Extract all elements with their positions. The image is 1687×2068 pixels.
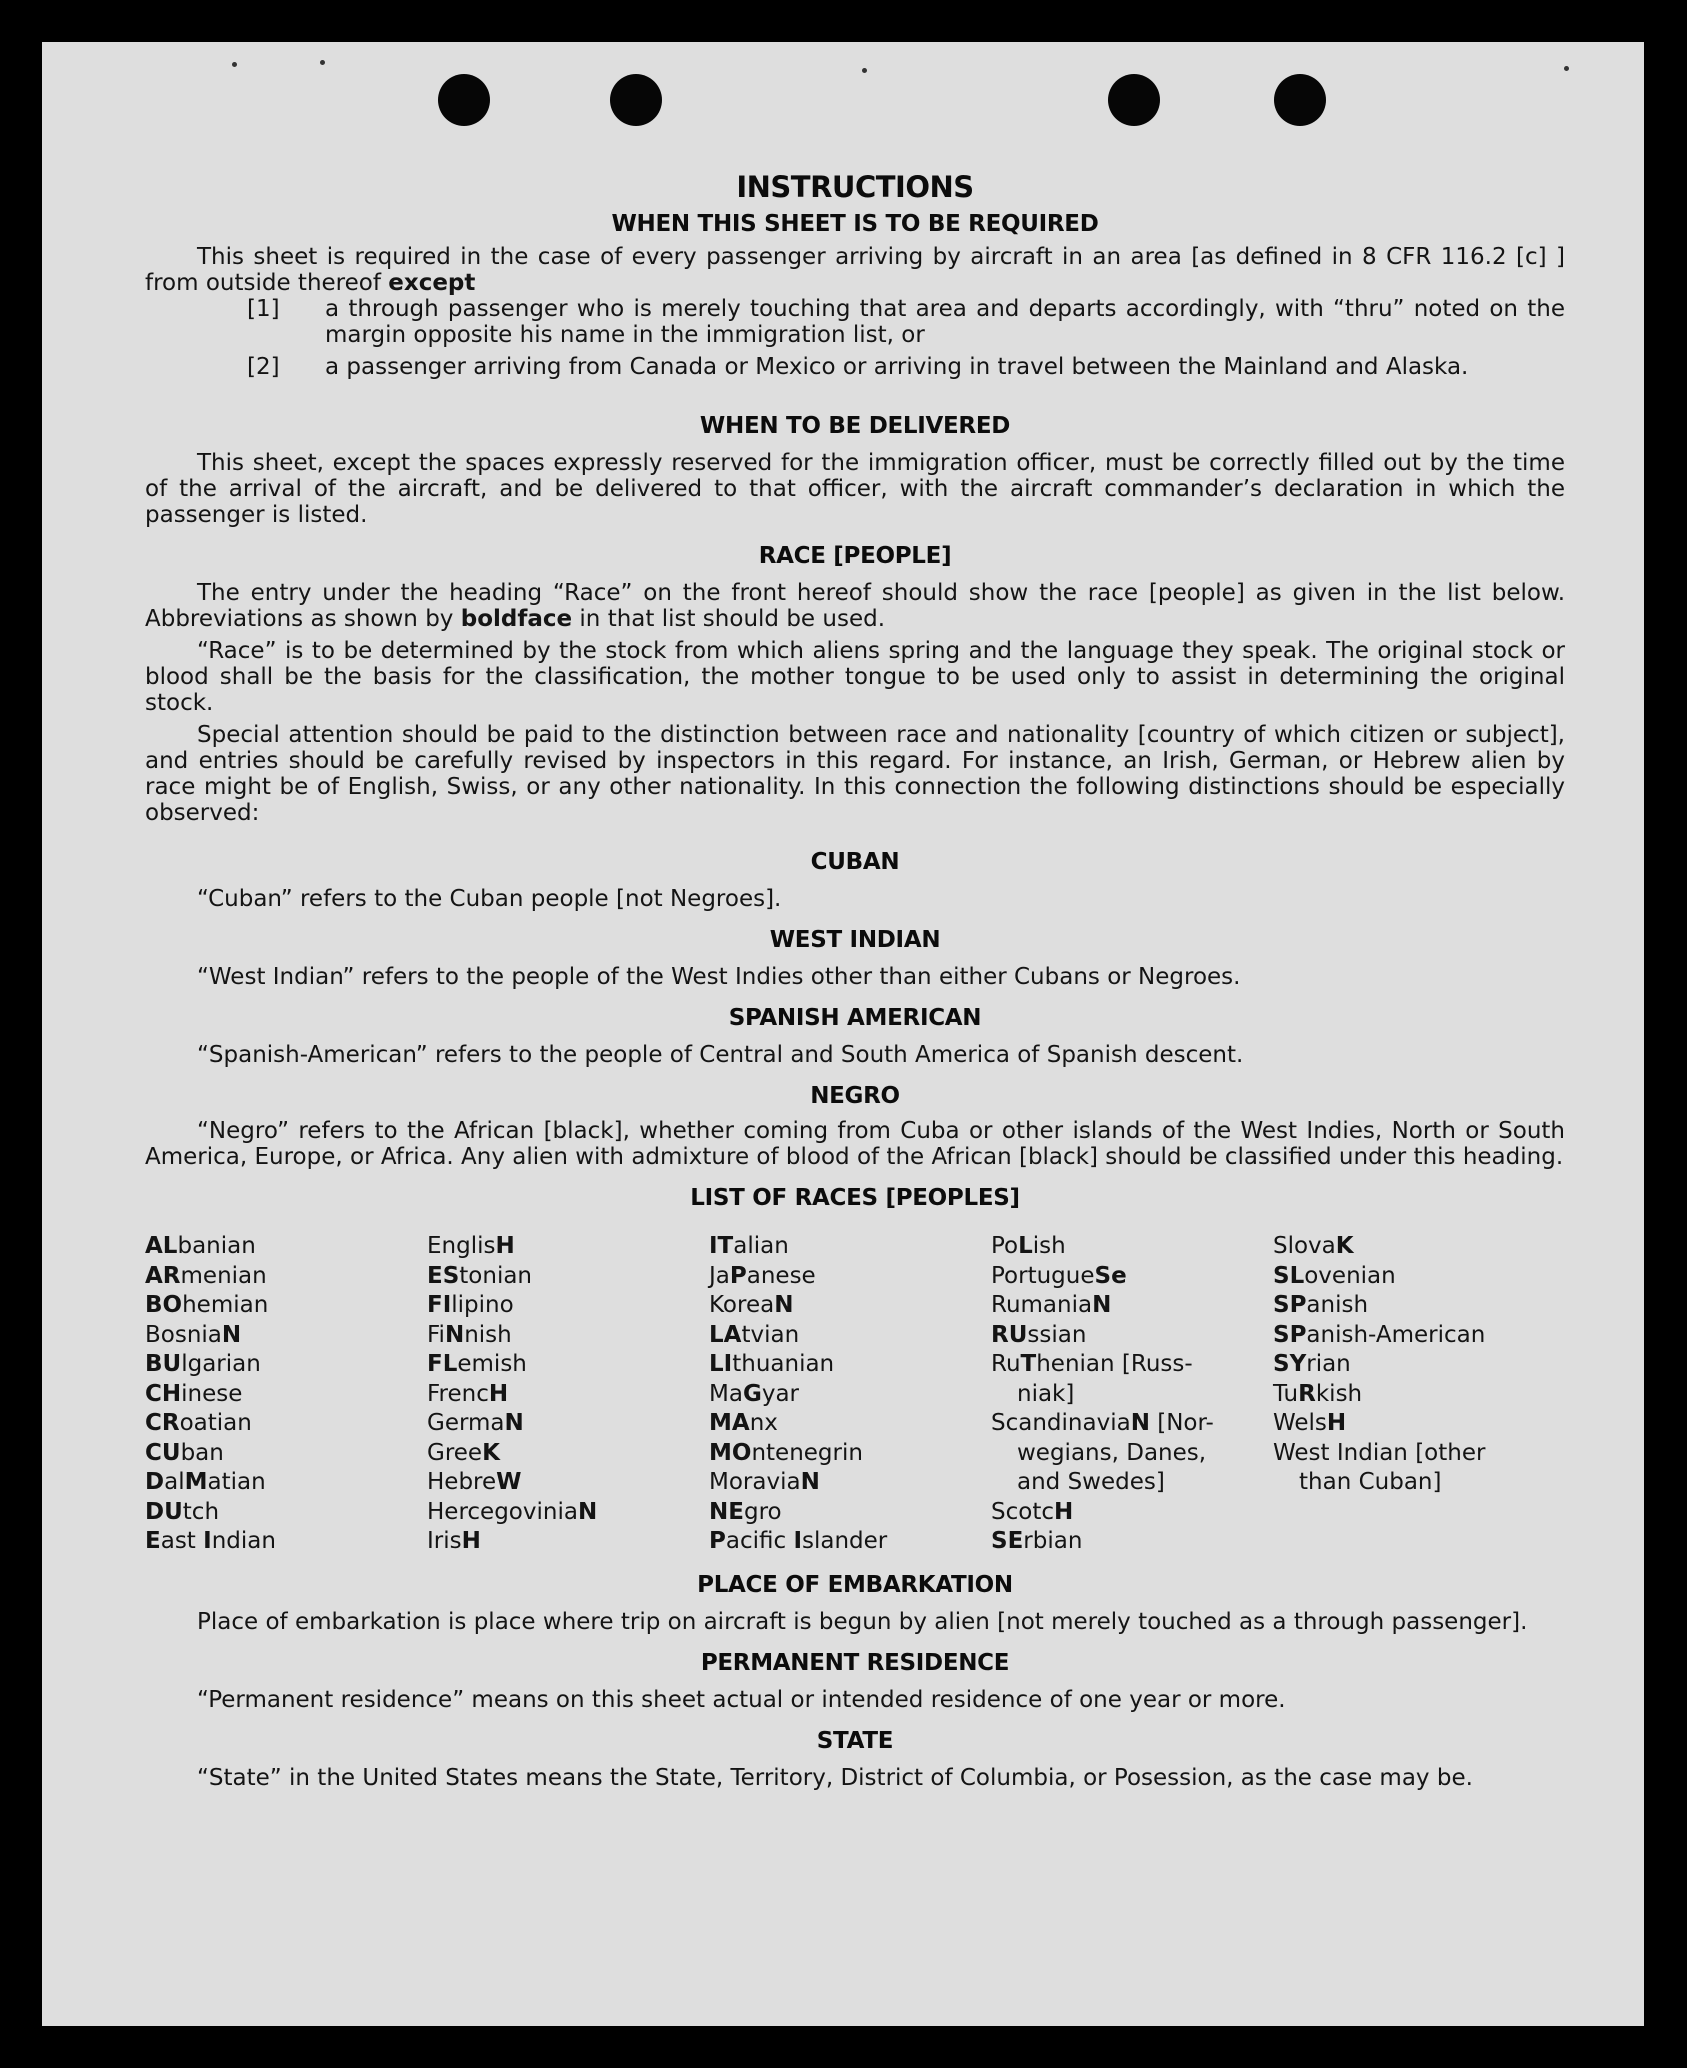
race-entry: PortugueSe bbox=[991, 1262, 1127, 1289]
race-entry: ScandinaviaN [Nor- bbox=[991, 1410, 1214, 1436]
punch-hole bbox=[610, 74, 662, 126]
section-heading-when-required: WHEN THIS SHEET IS TO BE REQUIRED bbox=[611, 211, 1099, 237]
race-entry: MaGyar bbox=[709, 1380, 800, 1407]
list-item-1: [1] a through passenger who is merely touching that area and departs accordingly, with “thru” noted on the margin opposite his name in the immigration list, or bbox=[247, 296, 1565, 348]
race-entry: WelsH bbox=[1273, 1410, 1347, 1436]
paper-speck bbox=[232, 62, 237, 67]
race-entry: SPanish bbox=[1273, 1292, 1369, 1318]
race-entry: RumaniaN bbox=[991, 1292, 1112, 1318]
race-entry: ARmenian bbox=[145, 1262, 267, 1289]
race-entry: CHinese bbox=[145, 1380, 243, 1407]
race-entry: SErbian bbox=[991, 1528, 1083, 1554]
race-entry: HebreW bbox=[427, 1469, 522, 1495]
race-entry: CUban bbox=[145, 1439, 224, 1466]
race-entry: niak] bbox=[1017, 1380, 1075, 1407]
race-entry: FiNnish bbox=[427, 1321, 512, 1348]
section-heading-race: RACE [PEOPLE] bbox=[758, 543, 952, 569]
race-entry: FrencH bbox=[427, 1380, 509, 1407]
section-heading-cuban: CUBAN bbox=[810, 849, 900, 875]
race-entry: DalMatian bbox=[145, 1469, 266, 1495]
page-title: INSTRUCTIONS bbox=[736, 170, 974, 204]
paper-speck bbox=[320, 60, 325, 65]
paragraph-spanish-american: “Spanish-American” refers to the people of Central and South America of Spanish descent. bbox=[197, 1042, 1244, 1068]
race-entry: MOntenegrin bbox=[709, 1439, 863, 1466]
paper-speck bbox=[1564, 66, 1569, 71]
race-column bbox=[709, 1232, 991, 1557]
race-entry: than Cuban] bbox=[1299, 1469, 1442, 1495]
paragraph-state: “State” in the United States means the State, Territory, District of Columbia, or Posession, as the case may be. bbox=[197, 1764, 1473, 1791]
section-heading-west-indian: WEST INDIAN bbox=[769, 927, 941, 953]
punch-hole bbox=[1274, 74, 1326, 126]
race-entry: ITalian bbox=[709, 1233, 789, 1259]
section-heading-negro: NEGRO bbox=[810, 1083, 900, 1109]
section-heading-embarkation: PLACE OF EMBARKATION bbox=[697, 1571, 1013, 1598]
race-entry: BOhemian bbox=[145, 1292, 269, 1318]
race-entry: MAnx bbox=[709, 1410, 778, 1436]
instruction-sheet bbox=[42, 42, 1644, 2026]
race-entry: SPanish-American bbox=[1273, 1321, 1486, 1348]
race-column bbox=[1273, 1232, 1555, 1557]
section-heading-permanent-residence: PERMANENT RESIDENCE bbox=[700, 1649, 1010, 1676]
race-entry: DUtch bbox=[145, 1498, 220, 1525]
race-column bbox=[991, 1232, 1273, 1557]
race-list bbox=[145, 1232, 1565, 1557]
race-entry: EnglisH bbox=[427, 1233, 515, 1259]
race-entry: PoLish bbox=[991, 1233, 1066, 1259]
race-entry: LAtvian bbox=[709, 1321, 800, 1348]
section-heading-list-of-races: LIST OF RACES [PEOPLES] bbox=[690, 1185, 1020, 1211]
list-item-2: [2] a passenger arriving from Canada or Mexico or arriving in travel between the Mainland and Alaska. bbox=[247, 354, 1469, 380]
punch-hole bbox=[1108, 74, 1160, 126]
race-entry: wegians, Danes, bbox=[1017, 1439, 1207, 1466]
race-entry: SLovenian bbox=[1273, 1262, 1396, 1289]
race-entry: TuRkish bbox=[1273, 1380, 1363, 1407]
race-entry: ScotcH bbox=[991, 1498, 1074, 1525]
race-entry: JaPanese bbox=[709, 1262, 816, 1289]
paper-speck bbox=[862, 68, 867, 73]
section-heading-spanish-american: SPANISH AMERICAN bbox=[728, 1005, 982, 1031]
race-entry: MoraviaN bbox=[709, 1469, 820, 1495]
paragraph-when-delivered: This sheet, except the spaces expressly reserved for the immigration officer, must be correctly filled out by the time of the arrival of the aircraft, and be delivered to that officer, with the aircraft commander’s declaration in which the passenger is listed. bbox=[145, 450, 1565, 528]
race-entry: EStonian bbox=[427, 1262, 533, 1289]
race-column bbox=[145, 1232, 427, 1557]
race-entry: and Swedes] bbox=[1017, 1469, 1165, 1495]
race-entry: NEgro bbox=[709, 1498, 782, 1525]
punch-hole bbox=[438, 74, 490, 126]
race-entry: IrisH bbox=[427, 1528, 481, 1554]
paragraph-race-2: “Race” is to be determined by the stock from which aliens spring and the language they speak. The original stock or blood shall be the basis for the classification, the mother tongue to be used only to assist in determining the original stock. bbox=[145, 638, 1565, 716]
race-entry: RUssian bbox=[991, 1321, 1087, 1348]
race-entry: BosniaN bbox=[145, 1321, 242, 1348]
race-entry: BUlgarian bbox=[145, 1351, 261, 1377]
paragraph-permanent-residence: “Permanent residence” means on this sheet actual or intended residence of one year or more. bbox=[197, 1686, 1286, 1713]
race-entry: RuThenian [Russ- bbox=[991, 1351, 1193, 1377]
race-entry: HercegoviniaN bbox=[427, 1498, 598, 1525]
race-entry: West Indian [other bbox=[1273, 1439, 1486, 1466]
race-entry: SYrian bbox=[1273, 1351, 1351, 1377]
paragraph-embarkation: Place of embarkation is place where trip on aircraft is begun by alien [not merely touched as a through passenger]. bbox=[197, 1608, 1528, 1635]
paragraph-race-3: Special attention should be paid to the distinction between race and nationality [country of which citizen or subject], and entries should be carefully revised by inspectors in this regard. For instance, an Irish, German, or Hebrew alien by race might be of English, Swiss, or any other nationality. In this connection the following distinctions should be especially observed: bbox=[145, 722, 1565, 826]
race-entry: GreeK bbox=[427, 1439, 500, 1466]
paragraph-negro: “Negro” refers to the African [black], whether coming from Cuba or other islands of the West Indies, North or South America, Europe, or Africa. Any alien with admixture of blood of the African [black] should be classified under this heading. bbox=[145, 1118, 1565, 1170]
race-entry: FIlipino bbox=[427, 1292, 514, 1318]
race-entry: LIthuanian bbox=[709, 1351, 835, 1377]
paragraph-race-1: The entry under the heading “Race” on the front hereof should show the race [people] as given in the list below. Abbreviations as shown by boldface in that list should be used. bbox=[145, 580, 1565, 632]
race-entry: East Indian bbox=[145, 1528, 276, 1554]
race-entry: Pacific Islander bbox=[709, 1528, 888, 1554]
paragraph-cuban: “Cuban” refers to the Cuban people [not Negroes]. bbox=[197, 886, 782, 912]
paragraph-west-indian: “West Indian” refers to the people of the West Indies other than either Cubans or Negroes. bbox=[197, 964, 1241, 990]
race-entry: SlovaK bbox=[1273, 1233, 1354, 1259]
section-heading-state: STATE bbox=[816, 1727, 894, 1754]
race-column bbox=[427, 1232, 709, 1557]
race-entry: FLemish bbox=[427, 1351, 527, 1377]
race-entry: GermaN bbox=[427, 1410, 524, 1436]
race-entry: CRoatian bbox=[145, 1410, 252, 1436]
paragraph-when-required: This sheet is required in the case of every passenger arriving by aircraft in an area [as defined in 8 CFR 116.2 [c] ] from outside thereof except bbox=[145, 244, 1565, 296]
race-entry: KoreaN bbox=[709, 1292, 794, 1318]
document-body bbox=[145, 170, 1565, 1791]
race-entry: ALbanian bbox=[145, 1233, 256, 1259]
section-heading-when-delivered: WHEN TO BE DELIVERED bbox=[699, 413, 1011, 439]
